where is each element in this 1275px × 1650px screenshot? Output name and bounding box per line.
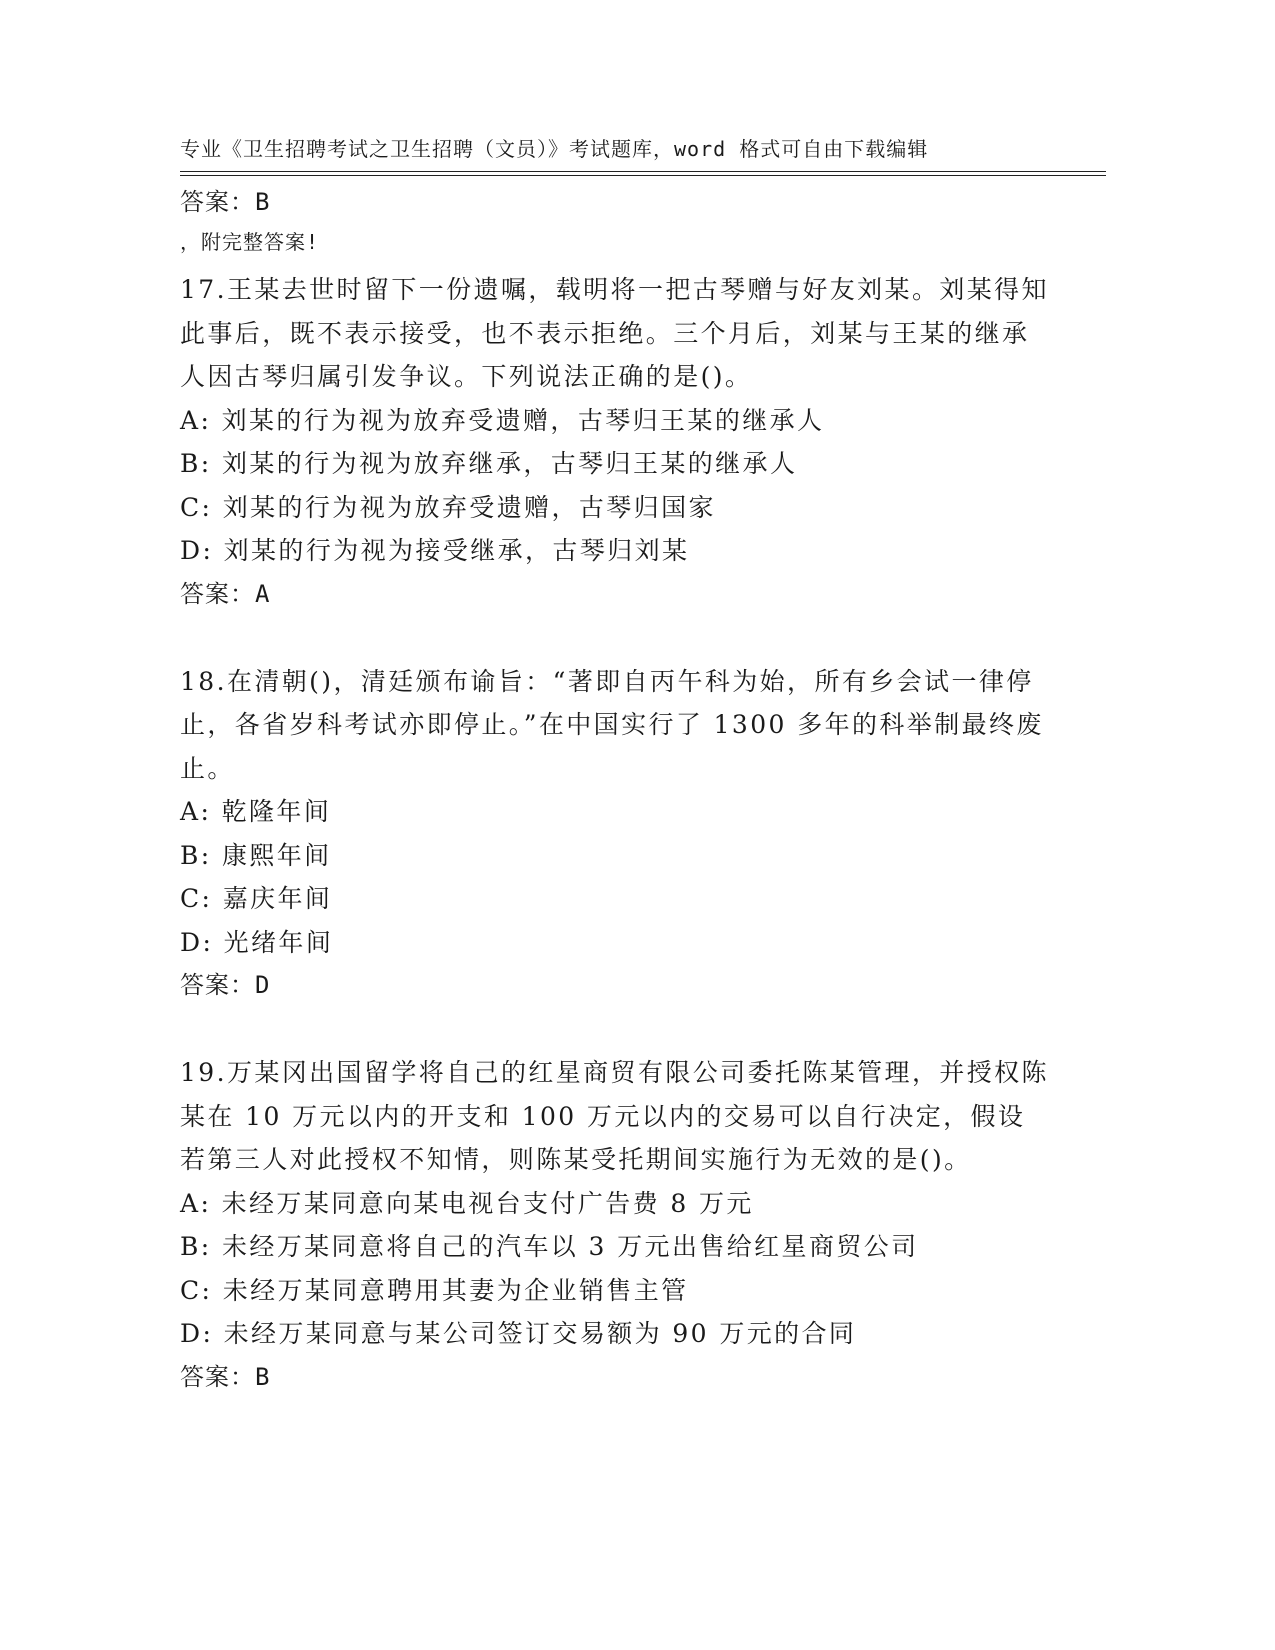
- answer-19: 答案：B: [180, 1362, 271, 1391]
- document-body: [180, 181, 1050, 1399]
- option-a: A: 刘某的行为视为放弃受遗赠，古琴归王某的继承人: [180, 405, 825, 435]
- question-stem: 18.在清朝()，清廷颁布谕旨：“著即自丙午科为始，所有乡会试一律停止，各省岁科考试亦即停止。”在中国实行了 1300 多年的科举制最终废止。: [180, 666, 1044, 783]
- header-line-2: ，附完整答案!: [180, 230, 320, 254]
- option-b: B: 康熙年间: [180, 840, 332, 870]
- option-d: D: 光绪年间: [180, 927, 334, 957]
- question-17: [180, 268, 1050, 616]
- option-c: C: 刘某的行为视为放弃受遗赠，古琴归国家: [180, 492, 716, 522]
- option-a: A: 乾隆年间: [180, 797, 332, 826]
- answer-17: 答案：A: [180, 579, 271, 608]
- header-divider: [180, 171, 1106, 176]
- question-stem: 17.王某去世时留下一份遗嘱，载明将一把古琴赠与好友刘某。刘某得知此事后，既不表示接受，也不表示拒绝。三个月后，刘某与王某的继承人因古琴归属引发争议。下列说法正确的是()。: [180, 275, 1049, 391]
- option-b: B: 未经万某同意将自己的汽车以 3 万元出售给红星商贸公司: [180, 1232, 919, 1261]
- question-stem: 19.万某冈出国留学将自己的红星商贸有限公司委托陈某管理，并授权陈某在 10 万元以内的开支和 100 万元以内的交易可以自行决定，假设若第三人对此授权不知情，则陈某受托期间实施行为无效的是()。: [180, 1058, 1049, 1174]
- option-c: C: 未经万某同意聘用其妻为企业销售主管: [180, 1275, 689, 1305]
- question-19: [180, 1051, 1050, 1399]
- answer-18: 答案：D: [180, 971, 271, 999]
- option-c: C: 嘉庆年间: [180, 884, 333, 913]
- option-b: B: 刘某的行为视为放弃继承，古琴归王某的继承人: [180, 449, 798, 478]
- question-18: [180, 660, 1050, 1008]
- option-d: D: 刘某的行为视为接受继承，古琴归刘某: [180, 536, 690, 565]
- answer-16: 答案：B: [180, 188, 271, 216]
- option-d: D: 未经万某同意与某公司签订交易额为 90 万元的合同: [180, 1319, 857, 1348]
- header-line-1: 专业《卫生招聘考试之卫生招聘（文员）》考试题库，word 格式可自由下载编辑: [180, 137, 929, 161]
- option-a: A: 未经万某同意向某电视台支付广告费 8 万元: [180, 1188, 754, 1218]
